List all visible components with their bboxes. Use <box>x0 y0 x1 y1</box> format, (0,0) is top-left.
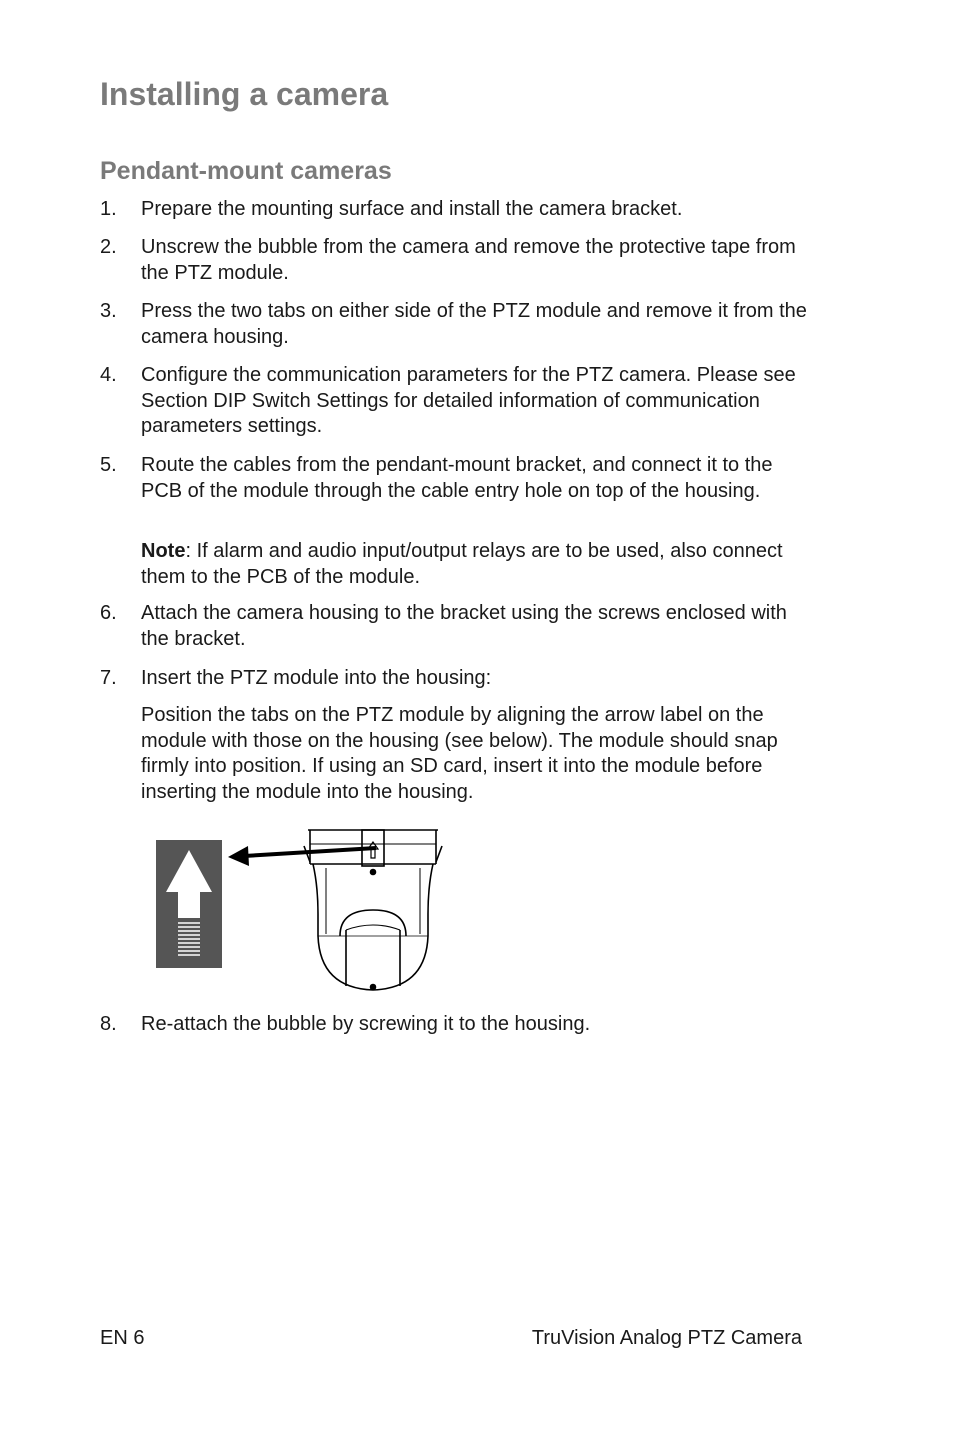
camera-housing-icon <box>304 830 442 990</box>
list-item-step-4 <box>100 363 810 440</box>
list-item-step-6 <box>100 601 810 652</box>
step-text: Attach the camera housing to the bracket using the screws enclosed with the bracket. <box>141 602 787 650</box>
step-number: 3. <box>100 300 117 322</box>
section-title: Pendant-mount cameras <box>100 157 392 185</box>
footer-page-number: EN 6 <box>100 1327 145 1349</box>
note-text: : If alarm and audio input/output relays are to be used, also connect them to the PCB of the module. <box>141 540 783 588</box>
list-item-step-1 <box>100 197 810 223</box>
step-number: 7. <box>100 667 117 689</box>
step-text: Re-attach the bubble by screwing it to the housing. <box>141 1013 591 1035</box>
list-item-step-3 <box>100 299 810 350</box>
step-text: Route the cables from the pendant-mount bracket, and connect it to the PCB of the module through the cable entry hole on top of the housing. <box>141 454 773 502</box>
list-item-step-2 <box>100 235 810 286</box>
list-item-step-5 <box>100 453 810 504</box>
step-7-detail: Position the tabs on the PTZ module by aligning the arrow label on the module with those on the housing (see below). The module should snap firmly into position. If using an SD card, insert it into the module before inserting the module into the housing. <box>141 704 778 803</box>
ptz-module-alignment-figure <box>150 826 460 998</box>
step-text: Configure the communication parameters for the PTZ camera. Please see Section DIP Switch Settings for detailed information of communication parameters settings. <box>141 364 796 437</box>
list-item-step-7 <box>100 666 810 692</box>
pointer-arrow-icon <box>228 846 376 866</box>
step-number: 2. <box>100 236 117 258</box>
arrow-label-icon <box>156 840 222 968</box>
step-number: 8. <box>100 1013 117 1035</box>
step-number: 1. <box>100 198 117 220</box>
page-title: Installing a camera <box>100 76 389 112</box>
step-text: Unscrew the bubble from the camera and remove the protective tape from the PTZ module. <box>141 236 796 284</box>
step-number: 6. <box>100 602 117 624</box>
note-paragraph <box>141 539 811 590</box>
step-number: 5. <box>100 454 117 476</box>
step-number: 4. <box>100 364 117 386</box>
step-text: Press the two tabs on either side of the PTZ module and remove it from the camera housing. <box>141 300 807 348</box>
step-text: Insert the PTZ module into the housing: <box>141 667 492 689</box>
step-text: Prepare the mounting surface and install the camera bracket. <box>141 198 683 220</box>
note-label: Note <box>141 540 186 562</box>
footer-document-title: TruVision Analog PTZ Camera <box>531 1327 802 1349</box>
list-item-step-8 <box>100 1012 810 1038</box>
